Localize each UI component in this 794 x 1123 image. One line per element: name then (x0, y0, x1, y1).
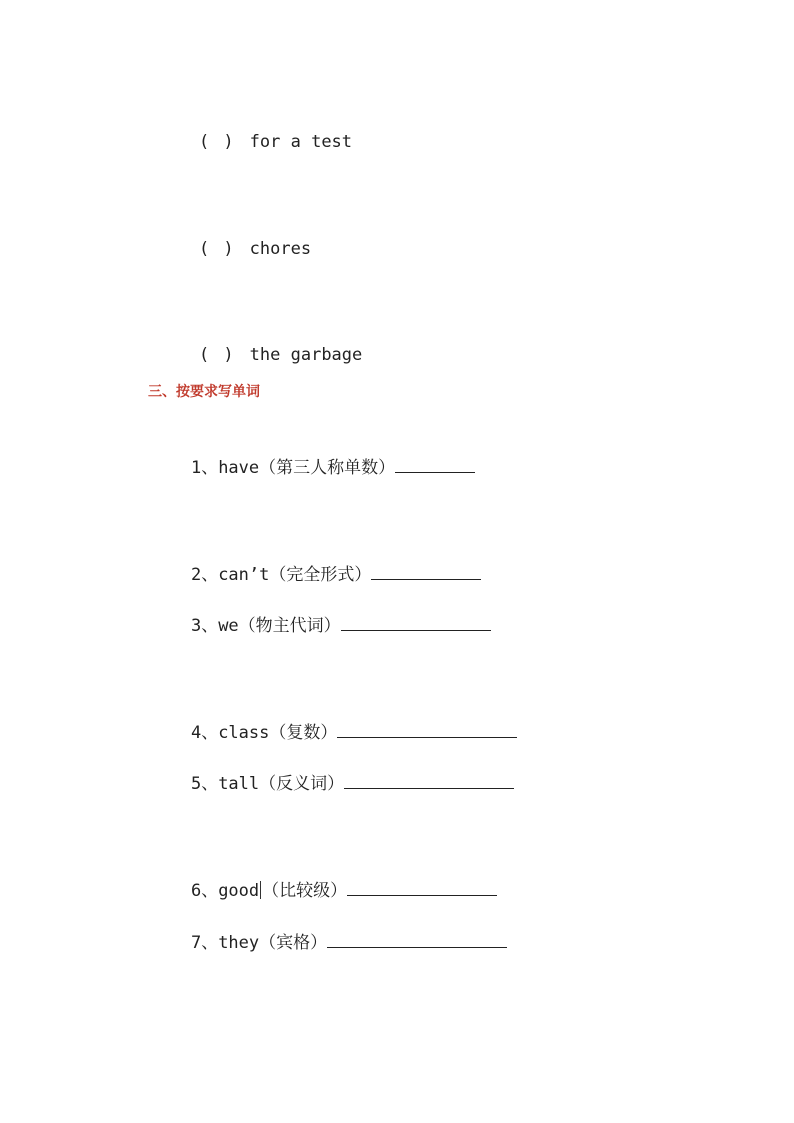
match-item-text: chores (249, 239, 312, 259)
question-prompt: 1、have（第三人称单数） (190, 458, 396, 478)
answer-paren[interactable]: ( ) (198, 345, 236, 365)
question-prompt: 4、class（复数） (190, 723, 338, 743)
question-prompt: 5、tall（反义词） (190, 774, 345, 794)
answer-blank[interactable] (327, 929, 507, 948)
question-row (150, 746, 514, 820)
question-row (150, 588, 491, 662)
question-prompt-suffix: （比较级） (262, 881, 348, 901)
match-item (158, 106, 352, 178)
match-item-text: the garbage (249, 345, 363, 365)
answer-blank[interactable] (344, 770, 514, 789)
match-item-text: for a test (249, 132, 353, 152)
section-title: 三、按要求写单词 (148, 384, 260, 400)
answer-blank[interactable] (347, 877, 497, 896)
question-row (150, 905, 507, 979)
question-prompt: 7、they（宾格） (190, 933, 328, 953)
answer-blank[interactable] (395, 454, 475, 473)
answer-paren[interactable]: ( ) (198, 239, 236, 259)
question-prompt: 3、we（物主代词） (190, 616, 341, 636)
answer-blank[interactable] (337, 719, 517, 738)
match-item (158, 213, 311, 285)
answer-blank[interactable] (341, 612, 491, 631)
answer-blank[interactable] (371, 561, 481, 580)
question-prompt: 2、can’t（完全形式） (190, 565, 372, 585)
question-row (150, 430, 475, 504)
question-prompt: 6、good (190, 881, 260, 901)
text-cursor (260, 881, 261, 899)
answer-paren[interactable]: ( ) (198, 132, 236, 152)
